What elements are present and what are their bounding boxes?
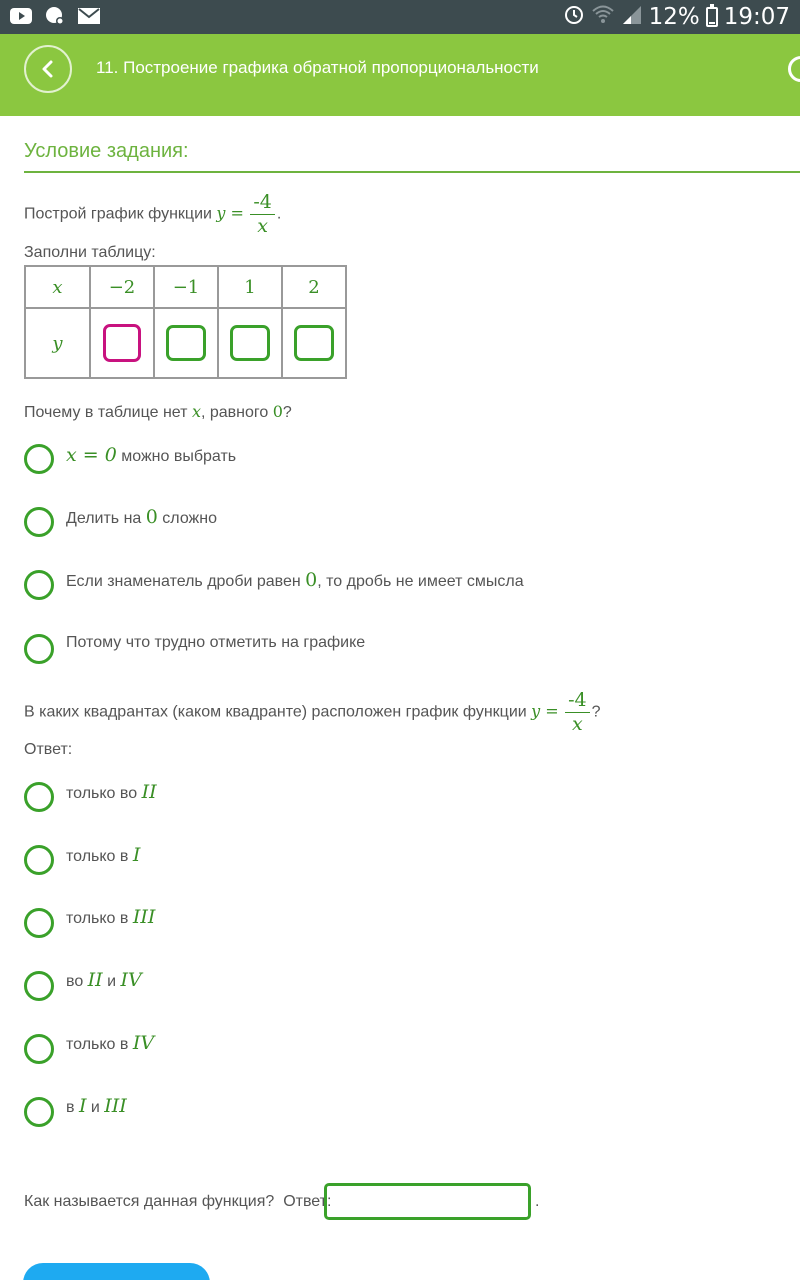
page-title: 11. Построение графика обратной пропорциональности <box>96 58 539 77</box>
header-action-icon[interactable] <box>788 56 800 82</box>
table-cell-x: 2 <box>282 266 346 308</box>
table-header-y: y <box>25 308 90 378</box>
question-2: В каких квадрантах (каком квадранте) расположен график функции y = $\frac{-4}{x}$ ? <box>24 689 601 735</box>
back-button[interactable] <box>24 45 72 93</box>
q2-option-label: только в IV <box>66 1032 155 1054</box>
function-fraction: $\frac{-4}{x}$ <box>250 192 275 237</box>
table-cell-x: 1 <box>218 266 282 308</box>
clock: 19:07 <box>723 4 790 30</box>
radio-q1-option-1[interactable] <box>24 444 54 474</box>
q2-option-label: только в I <box>66 844 141 866</box>
radio-q2-option-3[interactable] <box>24 908 54 938</box>
y-input-1[interactable] <box>103 324 141 362</box>
mail-icon <box>78 6 100 26</box>
radio-q2-option-2[interactable] <box>24 845 54 875</box>
youtube-icon <box>10 6 32 26</box>
y-input-2[interactable] <box>166 325 206 361</box>
section-divider <box>24 171 800 173</box>
function-fraction: $\frac{-4}{x}$ <box>565 690 590 735</box>
y-input-3[interactable] <box>230 325 270 361</box>
q2-option-label: во II и IV <box>66 969 142 991</box>
radio-q2-option-1[interactable] <box>24 782 54 812</box>
radio-q1-option-3[interactable] <box>24 570 54 600</box>
values-table <box>24 265 347 379</box>
question-1: Почему в таблице нет x, равного 0? <box>24 402 292 421</box>
q1-option-label: Если знаменатель дроби равен 0, то дробь не имеет смысла <box>66 569 524 591</box>
y-input-4[interactable] <box>294 325 334 361</box>
q2-option-label: только в III <box>66 906 156 928</box>
radio-q2-option-4[interactable] <box>24 971 54 1001</box>
q2-option-label: только во II <box>66 781 157 803</box>
table-header-x: x <box>25 266 90 308</box>
q2-option-label: в I и III <box>66 1095 127 1117</box>
q1-option-label: Потому что трудно отметить на графике <box>66 634 366 651</box>
q1-option-label: Делить на 0 сложно <box>66 506 217 528</box>
chat-icon <box>44 6 66 26</box>
table-cell-x: −2 <box>90 266 154 308</box>
q1-option-label: x = 0 можно выбрать <box>66 444 237 466</box>
wifi-icon <box>591 4 615 30</box>
question-3: Как называется данная функция? Ответ: <box>24 1193 332 1210</box>
table-cell-x: −1 <box>154 266 218 308</box>
build-instruction: Построй график функции y = $\frac{-4}{x}$ . <box>24 191 282 237</box>
radio-q2-option-5[interactable] <box>24 1034 54 1064</box>
battery-percent: 12% <box>648 4 700 30</box>
radio-q1-option-4[interactable] <box>24 634 54 664</box>
notification-icons <box>10 6 100 26</box>
radio-q2-option-6[interactable] <box>24 1097 54 1127</box>
alarm-icon <box>563 3 585 31</box>
answer-label: Ответ: <box>24 741 73 758</box>
signal-icon <box>621 4 643 30</box>
function-name-input[interactable] <box>324 1183 531 1220</box>
table-row-y <box>25 308 346 378</box>
submit-button[interactable] <box>23 1263 210 1280</box>
radio-q1-option-2[interactable] <box>24 507 54 537</box>
status-bar <box>0 0 800 34</box>
app-header <box>0 34 800 116</box>
table-row-x <box>25 266 346 308</box>
chevron-left-icon <box>38 59 58 79</box>
battery-icon <box>706 7 718 27</box>
section-title: Условие задания: <box>24 140 189 162</box>
fill-table-label: Заполни таблицу: <box>24 244 156 261</box>
answer-suffix: . <box>535 1193 540 1210</box>
